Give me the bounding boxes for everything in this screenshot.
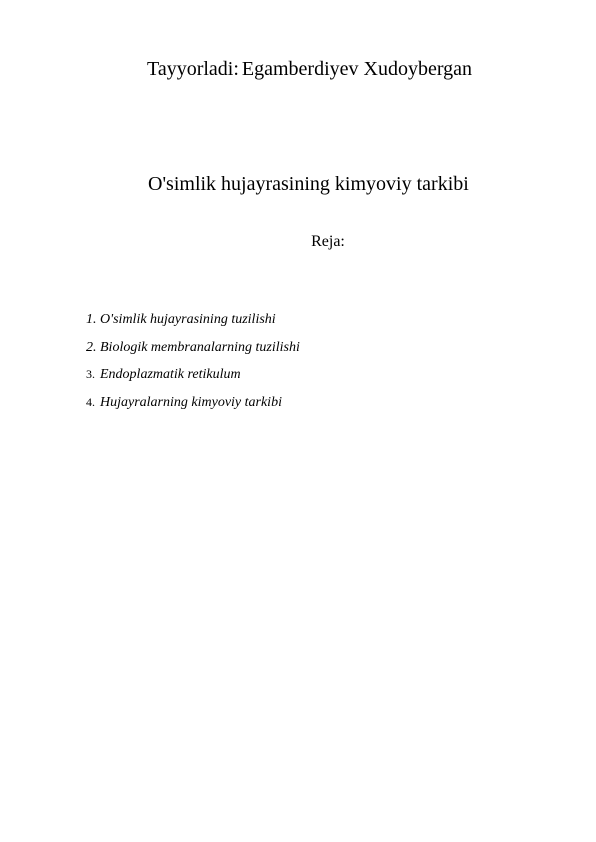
plan-item-text: Hujayralarning kimyoviy tarkibi (100, 394, 282, 410)
plan-item-number: 2. (86, 339, 97, 355)
plan-item-number: 1. (86, 312, 97, 327)
plan-item-3 (86, 367, 300, 395)
plan-heading: Reja: (311, 233, 345, 250)
plan-item-2 (86, 340, 300, 368)
plan-list (86, 312, 300, 422)
document-title: O'simlik hujayrasining kimyoviy tarkibi (148, 173, 469, 195)
plan-item-text: Endoplazmatik retikulum (100, 367, 241, 382)
plan-item-text: O'simlik hujayrasining tuzilishi (100, 312, 276, 327)
plan-item-number: 4. (86, 394, 95, 409)
plan-item-text: Biologik membranalarning tuzilishi (100, 339, 300, 355)
plan-item-1 (86, 312, 300, 340)
author-label: Tayyorladi: (147, 58, 239, 80)
plan-item-number: 3. (86, 367, 95, 381)
plan-item-4 (86, 395, 300, 423)
author-name: Egamberdiyev Xudoybergan (241, 58, 473, 80)
author-line (147, 58, 472, 81)
